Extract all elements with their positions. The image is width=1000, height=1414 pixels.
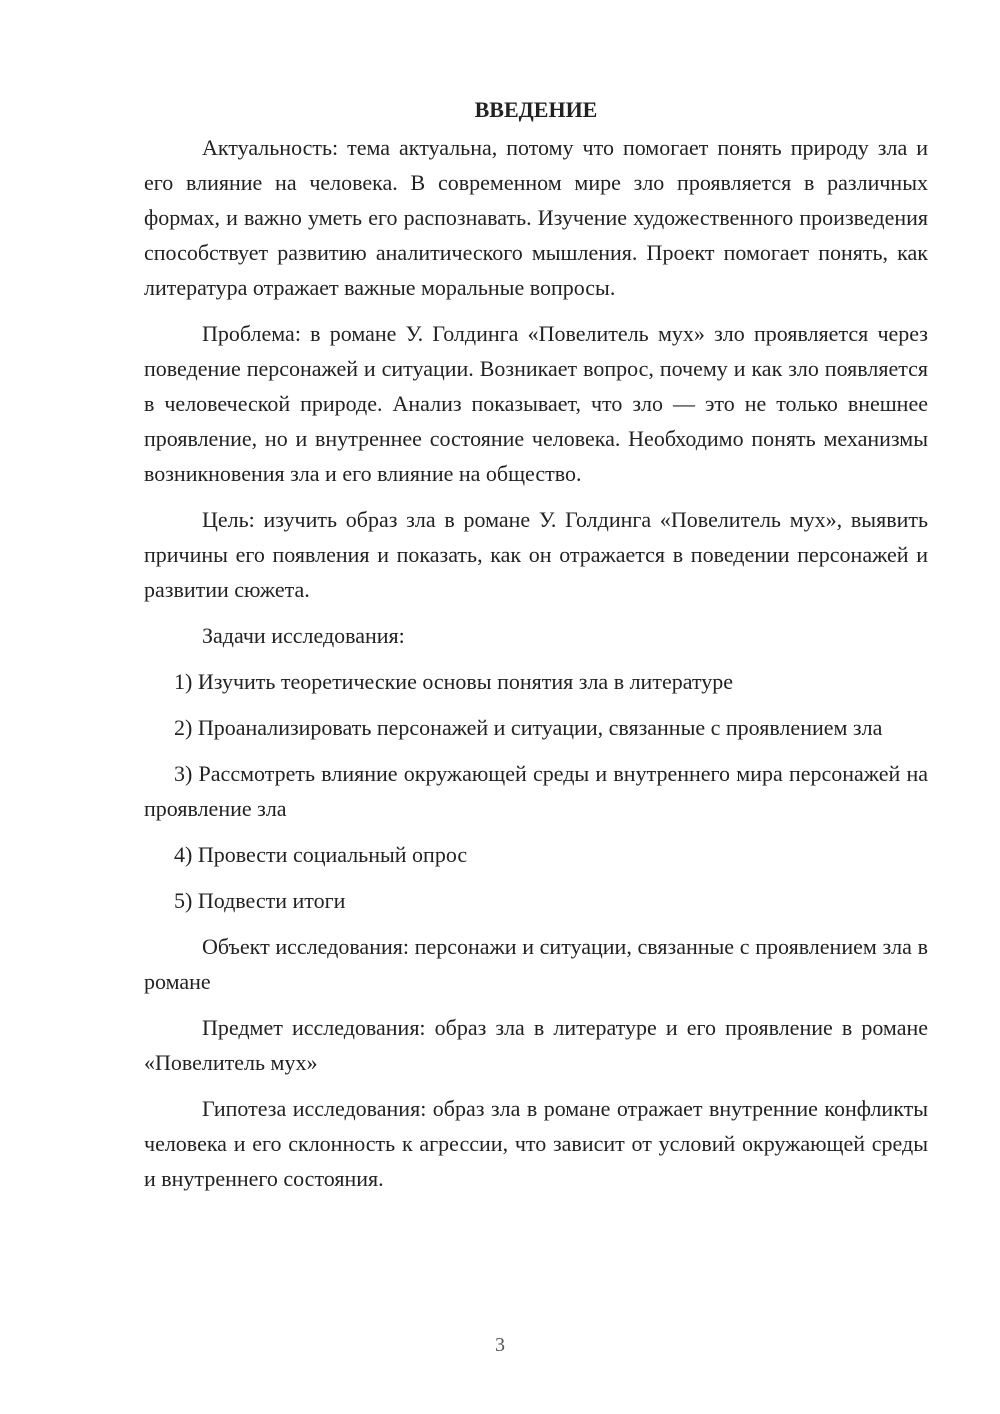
task-item: 4) Провести социальный опрос bbox=[174, 842, 468, 867]
section-heading: ВВЕДЕНИЕ bbox=[474, 97, 598, 122]
document-page bbox=[144, 92, 928, 1207]
object-paragraph: Объект исследования: персонажи и ситуации, связанные с проявлением зла в романе bbox=[144, 934, 928, 994]
task-item: 2) Проанализировать персонажей и ситуации, связанные с проявлением зла bbox=[174, 715, 883, 740]
tasks-title: Задачи исследования: bbox=[202, 623, 405, 648]
goal-paragraph: Цель: изучить образ зла в романе У. Голдинга «Повелитель мух», выявить причины его появления и показать, как он отражается в поведении персонажей и развитии сюжета. bbox=[144, 507, 928, 602]
task-item: 1) Изучить теоретические основы понятия зла в литературе bbox=[174, 669, 733, 694]
subject-paragraph: Предмет исследования: образ зла в литературе и его проявление в романе «Повелитель мух» bbox=[144, 1015, 928, 1075]
relevance-paragraph: Актуальность: тема актуальна, потому что помогает понять природу зла и его влияние на человека. В современном мире зло проявляется в различных формах, и важно уметь его распознавать. Изучение художественного произведения способствует развитию аналитического мышления. Проект помогает понять, как литература отражает важные моральные вопросы. bbox=[144, 135, 928, 300]
hypothesis-paragraph: Гипотеза исследования: образ зла в романе отражает внутренние конфликты человека и его склонность к агрессии, что зависит от условий окружающей среды и внутреннего состояния. bbox=[144, 1096, 928, 1191]
task-item: 5) Подвести итоги bbox=[174, 888, 346, 913]
page-number: 3 bbox=[495, 1334, 505, 1356]
task-item: 3) Рассмотреть влияние окружающей среды и внутреннего мира персонажей на проявление зла bbox=[144, 761, 928, 821]
problem-paragraph: Проблема: в романе У. Голдинга «Повелитель мух» зло проявляется через поведение персонажей и ситуации. Возникает вопрос, почему и как зло появляется в человеческой природе. Анализ показывает, что зло — это не только внешнее проявление, но и внутреннее состояние человека. Необходимо понять механизмы возникновения зла и его влияние на общество. bbox=[144, 321, 928, 486]
